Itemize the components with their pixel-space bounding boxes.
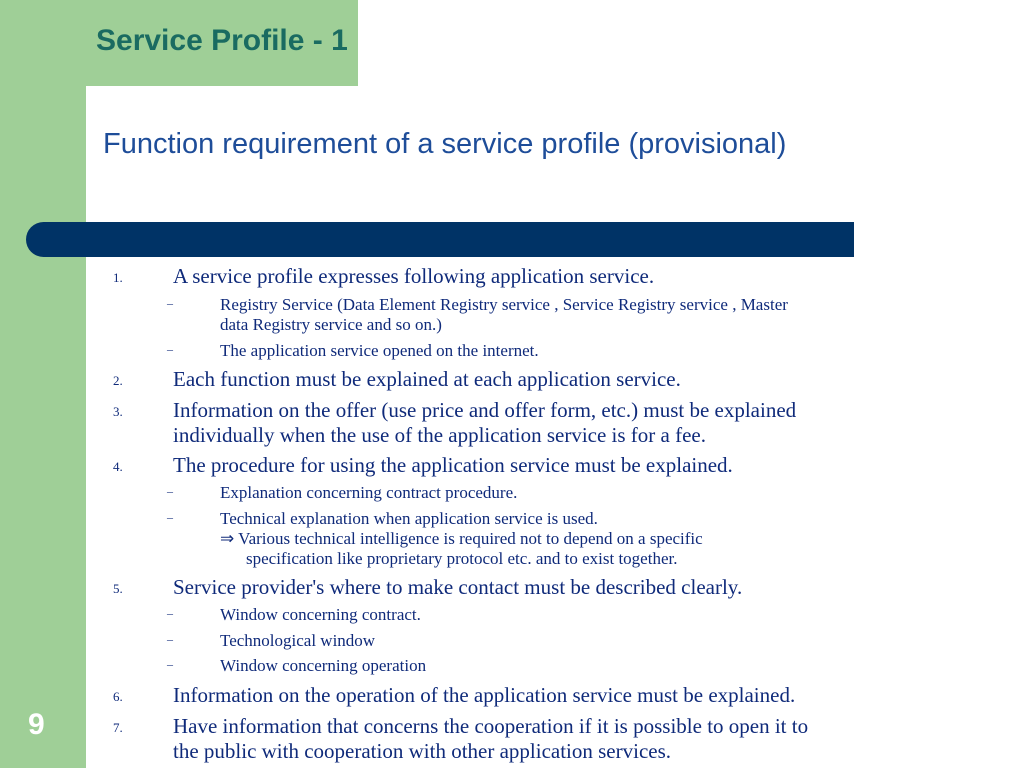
list-item-text: Information on the operation of the application service must be explained.	[173, 683, 796, 707]
sub-item-text: Registry Service (Data Element Registry service , Service Registry service , Master data Registry service and so on.)	[220, 295, 788, 334]
sub-item-text: The application service opened on the internet.	[220, 341, 539, 360]
list-item-text: Have information that concerns the cooperation if it is possible to open it to the public with cooperation with other application services.	[173, 714, 809, 763]
list-item-number: 3.	[113, 404, 123, 419]
sub-item-text: Technological window	[220, 631, 376, 650]
sub-item-text: Explanation concerning contract procedure.	[220, 483, 518, 502]
sub-item-text: Technical explanation when application service is used. ⇒ Various technical intelligence is required not to depend on a specific specification like proprietary protocol etc. and to exist together.	[220, 509, 703, 568]
list-item-text: Each function must be explained at each application service.	[173, 367, 681, 391]
sub-item-dash: –	[167, 342, 173, 356]
list-item-number: 5.	[113, 581, 123, 596]
sub-item-text: Window concerning operation	[220, 656, 427, 675]
page-number: 9	[28, 708, 45, 741]
sub-item-dash: –	[167, 657, 173, 671]
sub-item-dash: –	[167, 296, 173, 310]
sub-item-text: Window concerning contract.	[220, 605, 421, 624]
left-green-band	[0, 0, 86, 768]
navy-divider-bar	[26, 222, 854, 257]
sub-item-dash: –	[167, 510, 173, 524]
list-item-text: Service provider's where to make contact must be described clearly.	[173, 575, 743, 599]
list-item-number: 4.	[113, 459, 123, 474]
list-item-number: 6.	[113, 689, 123, 704]
list-item-text: The procedure for using the application service must be explained.	[173, 453, 733, 477]
sub-item-dash: –	[167, 484, 173, 498]
list-item-text: A service profile expresses following application service.	[173, 264, 655, 288]
slide-subtitle: Function requirement of a service profile (provisional)	[103, 128, 787, 160]
sub-item-dash: –	[167, 606, 173, 620]
list-item-number: 1.	[113, 270, 123, 285]
list-item-number: 2.	[113, 373, 123, 388]
slide-title: Service Profile - 1	[96, 24, 348, 57]
list-item-number: 7.	[113, 720, 123, 735]
sub-item-dash: –	[167, 632, 173, 646]
list-item-text: Information on the offer (use price and offer form, etc.) must be explained individually when the use of the application service is for a fee.	[173, 398, 797, 447]
